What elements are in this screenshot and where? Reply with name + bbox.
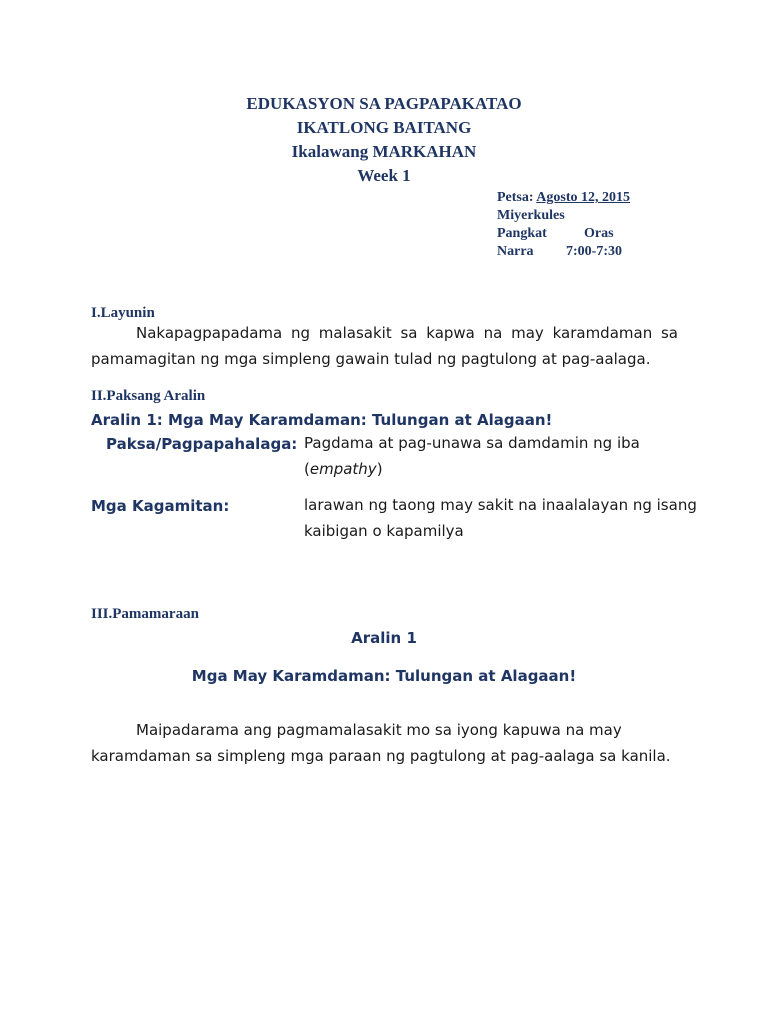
aralin-title: Aralin 1: Mga May Karamdaman: Tulungan at Alagaan! — [91, 411, 553, 429]
kagamitan-label: Mga Kagamitan: — [91, 497, 230, 515]
aralin1-heading: Aralin 1 — [351, 629, 417, 647]
paksa-emphasis: empathy — [309, 460, 377, 478]
section-value: Narra — [497, 244, 534, 259]
time-label: Oras — [584, 226, 614, 241]
date-label: Petsa: — [497, 190, 537, 205]
layunin-text: Nakapagpapadama ng malasakit sa kapwa na may karamdaman sa pamamagitan ng mga simpleng gawain tulad ng pagtulong at pag-aalaga. — [91, 324, 678, 368]
time-value: 7:00-7:30 — [566, 244, 622, 259]
paksa-close: ) — [376, 460, 383, 478]
document-title: EDUKASYON SA PAGPAPAKATAO — [246, 94, 522, 113]
kagamitan-value: larawan ng taong may sakit na inaalalayan ng isang kaibigan o kapamilya — [304, 496, 697, 540]
quarter: Ikalawang MARKAHAN — [291, 142, 477, 161]
pamamaraan-heading: III.Pamamaraan — [91, 606, 199, 622]
paksa-text: Pagdama at pag-unawa sa damdamin ng iba ( — [304, 434, 640, 478]
paksang-aralin-heading: II.Paksang Aralin — [91, 388, 206, 404]
layunin-heading: I.Layunin — [91, 305, 155, 321]
closing-paragraph: Maipadarama ang pagmamalasakit mo sa iyong kapuwa na may karamdaman sa simpleng mga paraan ng pagtulong at pag-aalaga sa kanila. — [91, 721, 671, 765]
paksa-label: Paksa/Pagpapahalaga: — [106, 435, 298, 453]
section-label: Pangkat — [497, 226, 547, 241]
date-line — [497, 189, 630, 207]
paksa-value — [304, 430, 694, 482]
aralin1-subtitle: Mga May Karamdaman: Tulungan at Alagaan! — [191, 667, 577, 685]
date-value: Agosto 12, 2015 — [536, 190, 630, 205]
week: Week 1 — [357, 166, 411, 185]
day: Miyerkules — [497, 208, 565, 223]
grade-level: IKATLONG BAITANG — [296, 118, 472, 137]
